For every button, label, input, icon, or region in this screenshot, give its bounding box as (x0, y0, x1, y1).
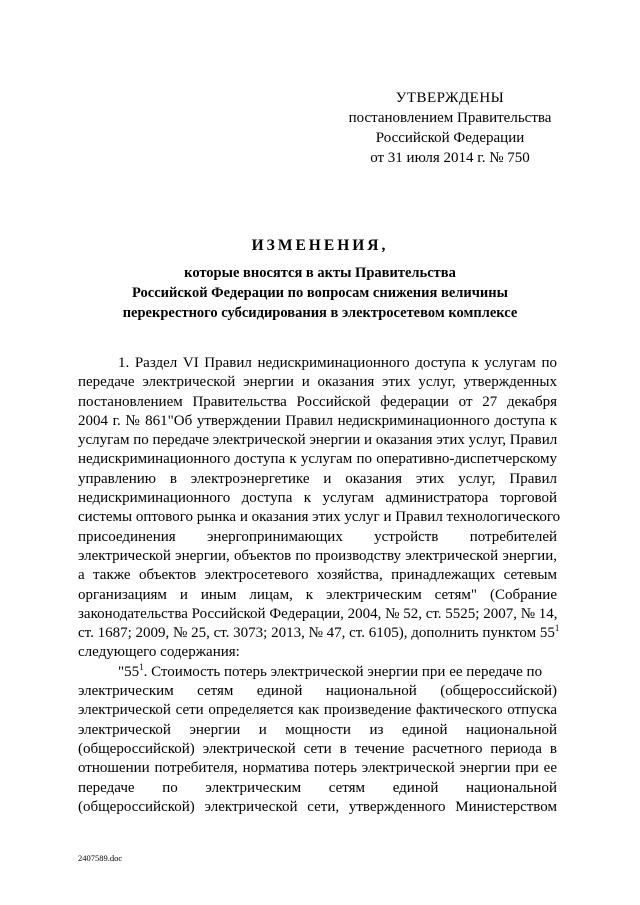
point-number: "55 (118, 663, 140, 680)
body-line: организациям и иным лицам, к электрическим сетям" (Собрание (78, 586, 557, 603)
body-line: управлению в электроэнергетике и оказания этих услуг, Правил (78, 470, 557, 487)
superscript-mark: 1 (139, 661, 144, 672)
body-line: электрическим сетям единой национальной (общероссийской) (78, 683, 557, 700)
subtitle-line-2: Российской Федерации по вопросам снижения величины (132, 285, 508, 301)
body-line: передаче по электрическим сетям единой национальной (78, 779, 557, 796)
quoted-point-line (78, 663, 557, 682)
document-subtitle (90, 263, 550, 323)
body-line-with-superscript (78, 623, 560, 643)
body-line-text: ст. 1687; 2009, № 25, ст. 3073; 2013, № 47, ст. 6105), дополнить пунктом 55 (78, 625, 555, 642)
body-line: законодательства Российской Федерации, 2004, № 52, ст. 5525; 2007, № 14, (78, 605, 558, 622)
approval-line-3: от 31 июля 2014 г. № 750 (370, 150, 530, 166)
body-line: недискриминационного доступа к услугам по оперативно-диспетчерскому (78, 451, 557, 468)
file-name-footer: 2407589.doc (78, 853, 123, 863)
body-line: (общероссийской) электрической сети, утвержденного Министерством (78, 798, 557, 815)
superscript-mark: 1 (554, 623, 560, 634)
body-line: электрической энергии, объектов по производству электрической энергии, (78, 547, 557, 564)
approval-block (330, 88, 570, 168)
approval-heading: УТВЕРЖДЕНЫ (395, 90, 505, 106)
body-line: следующего содержания: (78, 644, 240, 661)
document-title: ИЗМЕНЕНИЯ, (251, 237, 389, 254)
body-line: 2004 г. № 861"Об утверждении Правил недискриминационного доступа к (78, 412, 557, 429)
body-line: системы оптового рынка и оказания этих услуг и Правил технологического (78, 509, 561, 526)
body-line: (общероссийской) электрической сети в течение расчетного периода в (78, 740, 557, 757)
point-text: . Стоимость потерь электрической энергии при ее передаче по (143, 663, 543, 680)
body-line: присоединения энергопринимающих устройств потребителей (78, 528, 557, 545)
body-line: отношении потребителя, норматива потерь электрической энергии при ее (78, 760, 557, 777)
body-line: 1. Раздел VI Правил недискриминационного доступа к услугам по (118, 355, 557, 371)
document-body (78, 354, 561, 817)
body-line: передаче электрической энергии и оказания этих услуг, утвержденных (78, 374, 557, 391)
body-line: постановлением Правительства Российской федерации от 27 декабря (78, 393, 557, 410)
body-line: электрической сети определяется как произведение фактического отпуска (78, 702, 557, 719)
approval-line-2: Российской Федерации (375, 130, 525, 146)
body-line: недискриминационного доступа к услугам администратора торговой (78, 490, 557, 507)
subtitle-line-1: которые вносятся в акты Правительства (184, 265, 456, 281)
body-line: электрической энергии и мощности из единой национальной (78, 721, 557, 738)
approval-line-1: постановлением Правительства (348, 110, 552, 126)
subtitle-line-3: перекрестного субсидирования в электросетевом комплексе (122, 305, 518, 321)
body-line: а также объектов электросетевого хозяйства, принадлежащих сетевым (78, 567, 557, 584)
body-line: услугам по передаче электрической энергии и оказания этих услуг, Правил (78, 432, 558, 449)
